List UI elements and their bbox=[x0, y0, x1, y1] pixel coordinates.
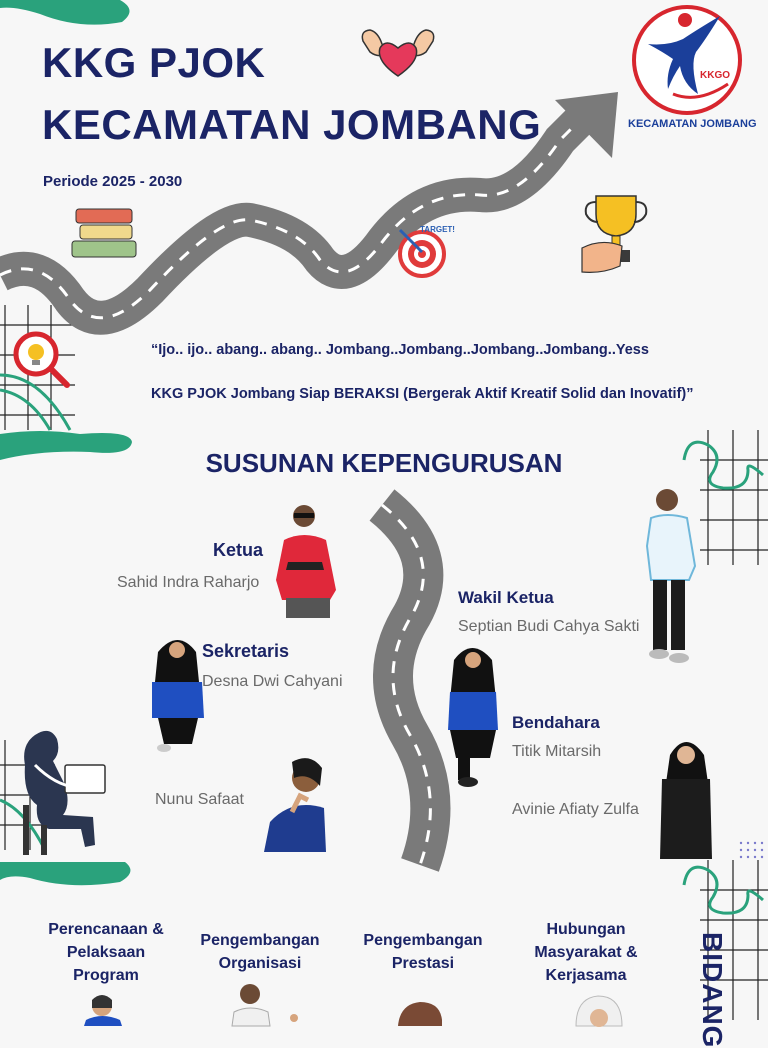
period-text: Periode 2025 - 2030 bbox=[43, 173, 183, 190]
quote-line-1: “Ijo.. ijo.. abang.. abang.. Jombang..Jombang..Jombang..Jombang..Yess bbox=[151, 342, 649, 358]
bidang-side-label: BIDANG bbox=[697, 932, 728, 1048]
bendahara-2-name: Avinie Afiaty Zulfa bbox=[512, 801, 639, 818]
sekretaris-2-photo bbox=[262, 752, 327, 852]
bidang-item-1: Perencanaan & Pelaksaan Program bbox=[48, 921, 164, 984]
logo-text: KKGO bbox=[700, 70, 730, 81]
sekretaris-name: Desna Dwi Cahyani bbox=[202, 673, 343, 690]
logo-emblem-icon bbox=[628, 4, 746, 119]
bendahara-role: Bendahara bbox=[512, 713, 600, 732]
ketua-role: Ketua bbox=[213, 540, 264, 560]
dots-decoration bbox=[738, 840, 768, 864]
section-title: SUSUNAN KEPENGURUSAN bbox=[205, 448, 563, 478]
bendahara-2-photo bbox=[656, 733, 716, 863]
sekretaris-role: Sekretaris bbox=[202, 641, 290, 661]
bidang-2-photo bbox=[228, 982, 308, 1026]
heart-muscle-icon bbox=[358, 26, 438, 81]
bidang-4-photo bbox=[570, 992, 630, 1026]
target-text: TARGET! bbox=[420, 225, 455, 234]
bidang-item-3: Pengembangan Prestasi bbox=[363, 932, 483, 972]
kkgo-logo bbox=[628, 4, 757, 134]
bendahara-photo bbox=[442, 640, 502, 790]
title-line-1: KKG PJOK bbox=[42, 39, 266, 86]
ketua-name: Sahid Indra Raharjo bbox=[117, 574, 260, 591]
ketua-photo bbox=[274, 500, 344, 620]
bidang-1-photo bbox=[80, 990, 130, 1026]
bendahara-name: Titik Mitarsih bbox=[512, 743, 602, 760]
quote-line-2: KKG PJOK Jombang Siap BERAKSI (Bergerak Aktif Kreatif Solid dan Inovatif)” bbox=[151, 386, 694, 402]
wakil-ketua-name: Septian Budi Cahya Sakti bbox=[458, 618, 640, 635]
title-line-2: KECAMATAN JOMBANG bbox=[42, 101, 542, 148]
trophy-icon bbox=[582, 188, 662, 278]
logo-caption: KECAMATAN JOMBANG bbox=[628, 118, 757, 130]
books-icon bbox=[68, 205, 143, 265]
bidang-item-4: Hubungan Masyarakat & Kerjasama bbox=[534, 921, 638, 984]
bidang-item-2: Pengembangan Organisasi bbox=[200, 932, 320, 972]
sekretaris-2-name: Nunu Safaat bbox=[155, 791, 244, 808]
bidang-3-photo bbox=[392, 1000, 452, 1026]
laptop-woman-icon bbox=[5, 725, 115, 860]
sekretaris-photo bbox=[148, 632, 208, 757]
wakil-ketua-photo bbox=[645, 486, 705, 666]
green-blob-bottom-left bbox=[0, 860, 140, 890]
idea-magnifier-icon bbox=[12, 330, 72, 390]
target-icon bbox=[392, 220, 455, 280]
bidang-side-label-wrap bbox=[696, 932, 728, 1048]
wakil-ketua-role: Wakil Ketua bbox=[458, 588, 554, 607]
